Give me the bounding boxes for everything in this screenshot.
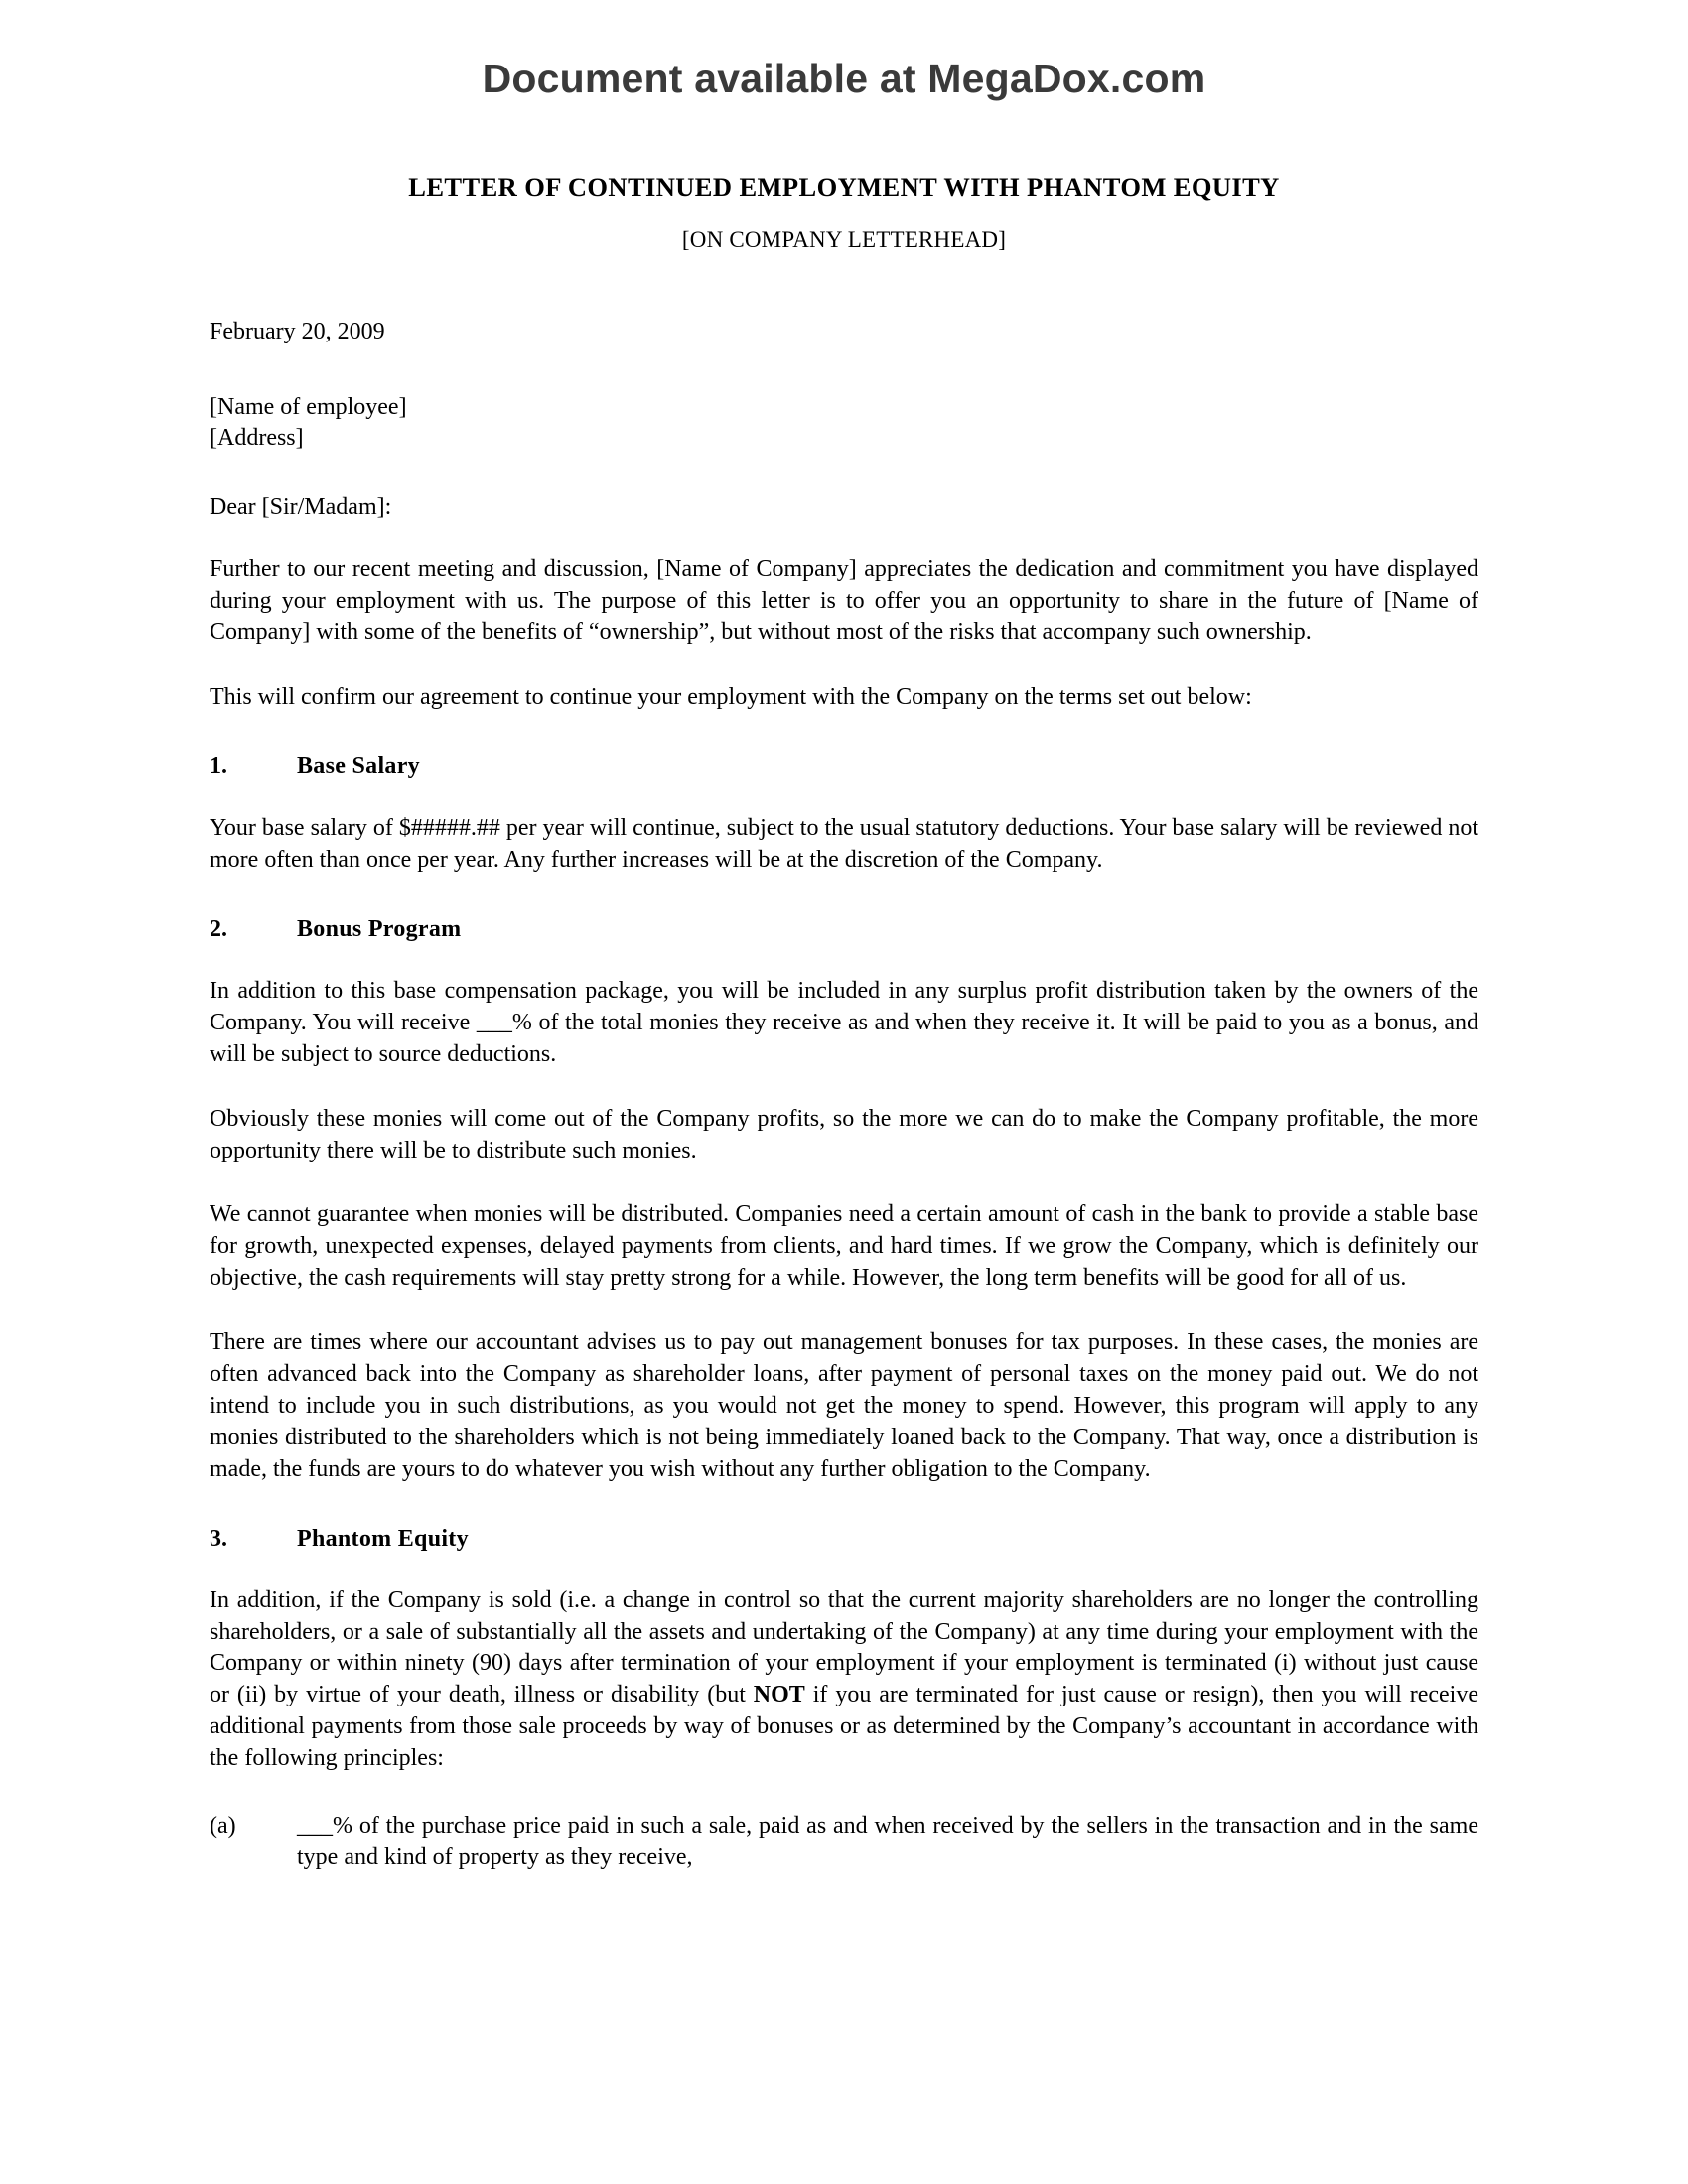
bonus-paragraph-2: Obviously these monies will come out of the Company profits, so the more we can do to make the Company profitable, the more opportunity there will be to distribute such monies. [210, 1105, 1478, 1163]
letter-date: February 20, 2009 [210, 319, 385, 344]
list-item-marker: (a) [210, 1813, 236, 1840]
section-heading-bonus-program [210, 916, 1478, 943]
section-number: 3. [210, 1525, 227, 1552]
megadox-watermark: Document available at MegaDox.com [482, 56, 1206, 101]
salutation: Dear [Sir/Madam]: [210, 494, 392, 521]
recipient-address: [Address] [210, 424, 304, 451]
phantom-text-pre: In addition, if the Company is sold (i.e. a change in control so that the current majority shareholders are no longer the controlling shareholders, or a sale of substantially all the assets and undertaking of the Company) at any time during your employment with the Company or within ninety (90) days after termination of your employment if your employment is terminated (i) without just cause or (ii) by virtue of your death, illness or disability (but [210, 1586, 1478, 1708]
bonus-paragraph-1: In addition to this base compensation package, you will be included in any surplus profit distribution taken by the owners of the Company. You will receive ___% of the total monies they receive as and when they receive it. It will be paid to you as a bonus, and will be subject to source deductions. [210, 977, 1478, 1067]
document-content [204, 172, 1484, 1874]
page-title: LETTER OF CONTINUED EMPLOYMENT WITH PHANTOM EQUITY [408, 172, 1280, 202]
section-number: 2. [210, 915, 227, 942]
intro-paragraph-1: Further to our recent meeting and discussion, [Name of Company] appreciates the dedication and commitment you have displayed during your employment with us. The purpose of this letter is to offer you an opportunity to share in the future of [Name of Company] with some of the benefits of “ownership”, but without most of the risks that accompany such ownership. [210, 556, 1478, 646]
base-salary-paragraph-1: Your base salary of $#####.## per year will continue, subject to the usual statutory deductions. Your base salary will be reviewed not more often than once per year. Any further increases will be at the discretion of the Company. [210, 815, 1478, 873]
phantom-equity-paragraph-1 [210, 1585, 1478, 1775]
letterhead-note: [ON COMPANY LETTERHEAD] [681, 227, 1007, 252]
bonus-paragraph-4: There are times where our accountant advises us to pay out management bonuses for tax purposes. In these cases, the monies are often advanced back into the Company as shareholder loans, after payment of personal taxes on the money paid out. We do not intend to include you in such distributions, as you would not get the money to spend. However, this program will apply to any monies distributed to the shareholders which is not being immediately loaned back to the Company. That way, once a distribution is made, the funds are yours to do whatever you wish without any further obligation to the Company. [210, 1329, 1478, 1482]
section-title: Phantom Equity [297, 1525, 469, 1552]
recipient-block [210, 392, 1478, 453]
recipient-name: [Name of employee] [210, 394, 407, 420]
bonus-paragraph-3: We cannot guarantee when monies will be distributed. Companies need a certain amount of cash in the bank to provide a stable base for growth, unexpected expenses, delayed payments from clients, and hard times. If we grow the Company, which is definitely our objective, the cash requirements will stay pretty strong for a while. However, the long term benefits will be good for all of us. [210, 1201, 1478, 1292]
list-item-text: ___% of the purchase price paid in such a sale, paid as and when received by the sellers in the transaction and in the same type and kind of property as they receive, [297, 1813, 1478, 1870]
section-number: 1. [210, 753, 227, 780]
section-title: Base Salary [297, 753, 420, 780]
section-heading-base-salary [210, 753, 1478, 780]
phantom-text-post: if you are terminated for just cause or resign), then you will receive additional payments from those sale proceeds by way of bonuses or as determined by the Company’s accountant in accordance with the following principles: [210, 1682, 1478, 1772]
list-item [210, 1811, 1478, 1874]
section-heading-phantom-equity [210, 1526, 1478, 1553]
section-title: Bonus Program [297, 915, 462, 942]
intro-paragraph-2: This will confirm our agreement to continue your employment with the Company on the terms set out below: [210, 684, 1252, 711]
phantom-text-not: NOT [753, 1682, 805, 1708]
